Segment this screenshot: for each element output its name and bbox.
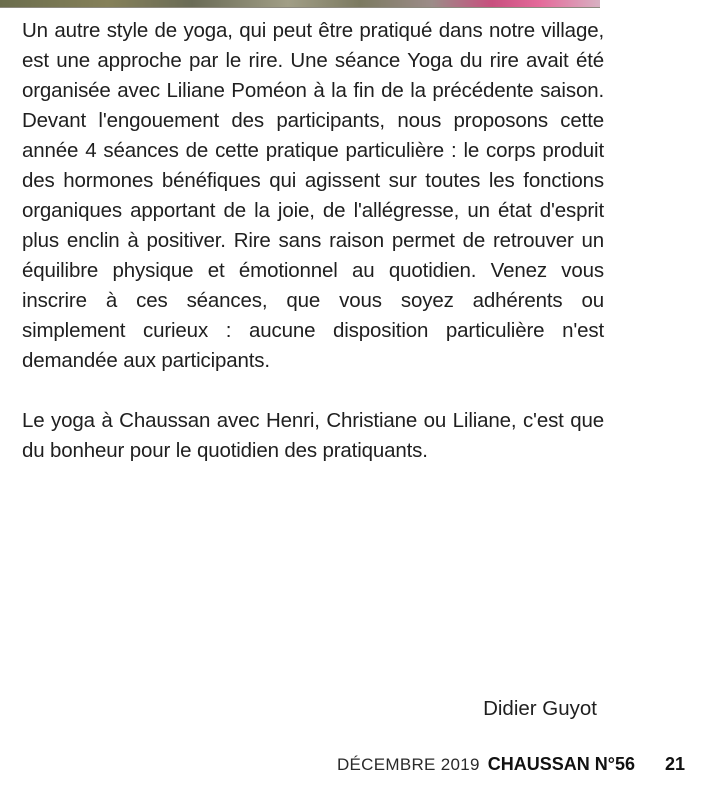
page-number: 21 [664, 754, 685, 774]
issue-date: DÉCEMBRE 2019 [336, 755, 480, 774]
article-body [22, 16, 604, 466]
author-signature: Didier Guyot [483, 697, 597, 720]
page-footer [337, 754, 685, 782]
photo-bottom-edge [0, 0, 600, 8]
laughter-yoga-paragraph: Un autre style de yoga, qui peut être pratiqué dans notre village, est une approche par le rire. Une séance Yoga du rire avait été organisée avec Liliane Poméon à la fin de la précédente saison. Devant l'engouement des participants, nous proposons cette année 4 séances de cette pratique particulière : le corps produit des hormones bénéfiques qui agissent sur toutes les fonctions organiques apportant de la joie, de l'allégresse, un état d'esprit plus enclin à positiver. Rire sans raison permet de retrouver un équilibre physique et émotionnel au quotidien. Venez vous inscrire à ces séances, que vous soyez adhérents ou simplement curieux : aucune disposition particulière n'est demandée aux participants. [22, 19, 604, 372]
closing-paragraph: Le yoga à Chaussan avec Henri, Christiane ou Liliane, c'est que du bonheur pour le quotidien des pratiquants. [22, 409, 604, 462]
magazine-issue: CHAUSSAN N°56 [487, 754, 635, 774]
